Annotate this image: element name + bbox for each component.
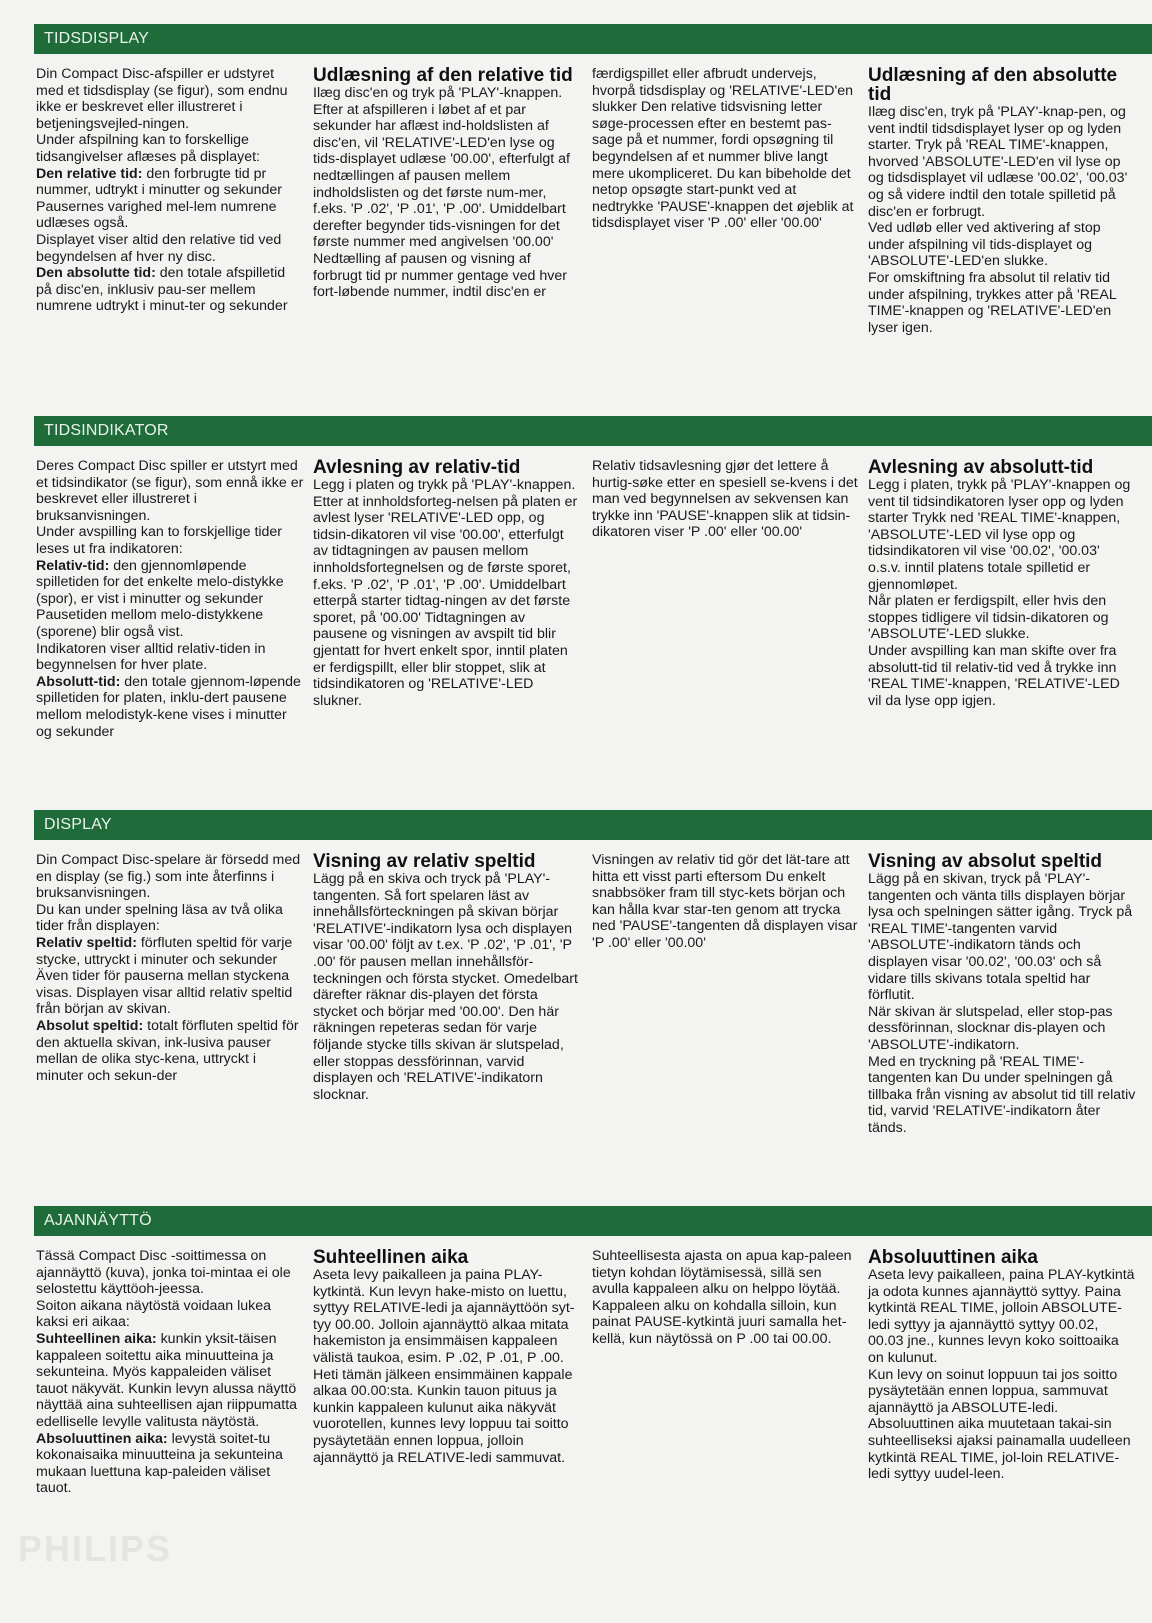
absolute-time-column	[868, 458, 1136, 709]
paragraph: Suhteellinen aika: kunkin yksit-täisen kappaleen soitettu aika minuutteina ja sekunteina. Myös kappaleiden väliset tauot näkyvät. Kunkin levyn alussa näyttö näyttää aina suhteellisen ajan riippumatta edelliselle levylle valitusta näytöstä.	[36, 1330, 298, 1430]
absolute-time-column	[868, 1248, 1136, 1483]
paragraph: Aseta levy paikalleen ja paina PLAY-kytkintä. Kun levyn hake-misto on luettu, syttyy RELATIVE-ledi ja ajannäyttöön syt-tyy 00.00. Jolloin ajannäyttö alkaa mitata hakemiston ja ensimmäisen kappaleen välistä taukoa, esim. P .02, P .01, P .00. Heti tämän jälkeen ensimmäinen kappale alkaa 00.00:sta. Kunkin tauon pituus ja kunkin kappaleen kulunut aika näkyvät vuorotellen, kunnes levy loppuu tai soitto pysäytetään ennen loppua, jolloin ajannäyttö ja RELATIVE-ledi sammuvat.	[313, 1267, 575, 1466]
paragraph: Når platen er ferdigspilt, eller hvis den stoppes tidligere vil tidsin-dikatoren og 'ABSOLUTE'-LED slukke.	[868, 593, 1109, 643]
relative-time-column	[313, 66, 581, 301]
absolute-time-column	[868, 852, 1136, 1137]
paragraph: Relativ speltid: förfluten speltid för varje stycke, uttryckt i minuter och sekunder Även tider för pauserna mellan styckena visas. Displayen visar alltid relativ speltid från början av skivan.	[36, 934, 293, 1018]
continuation-column	[592, 458, 860, 541]
term-label: Absolut speltid:	[36, 1017, 144, 1034]
term-label: Den absolutte tid:	[36, 265, 156, 282]
column-heading: Udlæsning af den absolutte tid	[868, 65, 1118, 105]
paragraph: Din Compact Disc-afspiller er udstyret med et tidsdisplay (se figur), som endnu ikke er beskrevet eller illustreret i betjeningsvejled-ningen.	[36, 66, 288, 132]
brand-watermark: PHILIPS	[18, 1528, 173, 1569]
column-heading: Visning av absolut speltid	[868, 851, 1103, 872]
paragraph: Absoluuttinen aika: levystä soitet-tu kokonaisaika minuutteina ja sekunteina mukaan luettuna kap-paleiden väliset tauot.	[36, 1430, 283, 1497]
paragraph: Under afspilning kan to forskellige tidsangivelser aflæses på displayet:	[36, 132, 260, 165]
paragraph: Deres Compact Disc spiller er utstyrt med et tidsindikator (se figur), som ennå ikke er beskrevet eller illustreret i bruksanvisningen.	[36, 458, 304, 524]
paragraph: Soiton aikana näytöstä voidaan lukea kaksi eri aikaa:	[36, 1297, 272, 1331]
paragraph: Lägg på en skiva och tryck på 'PLAY'-tangenten. Så fort spelaren läst av innehållsförteckningen på skivan börjar 'RELATIVE'-indikatorn lysa och displayen visar '00.00' följt av t.ex. 'P .02', 'P .01', 'P .00' för pausen mellan innehållsför-teckningen och första stycket. Omedelbart därefter räknar dis-playen det första stycket och börjar med '00.00'. Den här räkningen repeteras sedan för varje följande stycke tills skivan är slutspelad, eller stoppas dessförinnan, varvid displayen och 'RELATIVE'-indikatorn slocknar.	[313, 871, 578, 1103]
paragraph: Legg i platen og trykk på 'PLAY'-knappen. Etter at innholdsforteg-nelsen på platen er avlest lyser 'RELATIVE'-LED opp, og tidsin-dikatoren vil vise '00.00', etterfulgt av tidtagningen av pausen mellom innholdsfortegnelsen og de første sporet, f.eks. 'P .02', 'P .01', 'P .00'. Umiddelbart etterpå starter tidtag-ningen av det første sporet, på '00.00' Tidtagningen av pausene og visningen av avspilt tid blir gjentatt for hvert enkelt spor, inntil platen er ferdigspillt, eller blir stoppet, slik at tidsindikatoren og 'RELATIVE'-LED slukner.	[313, 477, 578, 709]
paragraph: Suhteellisesta ajasta on apua kap-paleen tietyn kohdan löytämisessä, sillä sen avulla kappaleen alku on helppo löytää. Kappaleen alku on kohdalla silloin, kun painat PAUSE-kytkintä juuri samalla het-kellä, kun näytössä on P .00 tai 00.00.	[592, 1248, 852, 1347]
column-heading: Avlesning av relativ-tid	[313, 457, 521, 478]
section-title: DISPLAY	[44, 816, 112, 833]
paragraph: Den relative tid: den forbrugte tid pr nummer, udtrykt i minutter og sekunder Pausernes varighed mel-lem numrene udlæses også.	[36, 165, 283, 232]
paragraph: Under avspilling kan man skifte over fra absolutt-tid til relativ-tid ved å trykke inn 'REAL TIME'-knappen, 'RELATIVE'-LED vil da lyse opp igjen.	[868, 642, 1120, 709]
relative-time-column	[313, 458, 581, 709]
paragraph: Absolut speltid: totalt förfluten speltid för den aktuella skivan, ink-lusiva pauser mellan de olika styc-kena, uttryckt i minuter och sekun-der	[36, 1017, 299, 1084]
paragraph: færdigspillet eller afbrudt undervejs, hvorpå tidsdisplay og 'RELATIVE'-LED'en slukker Den relative tidsvisning letter søge-processen efter en bestemt pas-sage på et nummer, fordi opsøgning til begyndelsen af et nummer blive langt mere ukompliceret. Du kan bibeholde det netop opsøgte start-punkt ved at nedtrykke 'PAUSE'-knappen det øjeblik at tidsdisplayet viser 'P .00' eller '00.00'	[592, 66, 854, 232]
paragraph: Absoluuttinen aika muutetaan takai-sin suhteelliseksi ajaksi painamalla uudelleen kytkintä REAL TIME, jol-loin RELATIVE-ledi syttyy uudel-leen.	[868, 1416, 1131, 1483]
paragraph: Med en tryckning på 'REAL TIME'-tangenten kan Du under spelningen gå tillbaka från visning av absolut tid till relativ tid, varvid 'RELATIVE'-indikatorn åter tänds.	[868, 1053, 1136, 1136]
paragraph: Relativ tidsavlesning gjør det lettere å hurtig-søke etter en spesiell se-kvens i det man ved begynnelsen av sekvensen kan trykke inn 'PAUSE'-knappen slik at tidsin-dikatoren viser 'P .00' eller '00.00'	[592, 458, 858, 541]
column-heading: Visning av relativ speltid	[313, 851, 536, 872]
section-title: TIDSINDIKATOR	[44, 422, 169, 439]
column-heading: Suhteellinen aika	[313, 1247, 469, 1268]
paragraph: Relativ-tid: den gjennomløpende spilletiden for det enkelte melo-distykke (spor), er vist i minutter og sekunder Pausetiden mellom melo-distykkene (sporene) blir også vist.	[36, 557, 284, 640]
paragraph: Displayet viser altid den relative tid ved begyndelsen af hver ny disc.	[36, 231, 282, 265]
relative-time-column	[313, 852, 581, 1103]
intro-column	[36, 1248, 304, 1497]
paragraph: Visningen av relativ tid gör det lät-tare att hitta ett visst parti eftersom Du enkelt snabbsöker fram till styc-kets början och kan hålla kvar star-ten genom att trycka ned 'PAUSE'-tangenten då displayen visar 'P .00' eller '00.00'	[592, 852, 858, 951]
paragraph: Ilæg disc'en og tryk på 'PLAY'-knappen. Efter at afspilleren i løbet af et par sekunder har aflæst ind-holdslisten af disc'en, vil 'RELATIVE'-LED'en lyse og tids-displayet udlæse '00.00', efterfulgt af nedtællingen af pausen mellem indholdslisten og det første num-mer, f.eks. 'P .02', 'P .01', 'P .00'. Umiddelbart derefter begynder tids-visningen for det første nummer med angivelsen '00.00' Nedtælling af pausen og visning af forbrugt tid pr nummer gentage ved hver fort-løbende nummer, indtil disc'en er	[313, 85, 570, 301]
column-heading: Udlæsning af den relative tid	[313, 65, 573, 86]
paragraph: Tässä Compact Disc -soittimessa on ajannäyttö (kuva), jonka toi-mintaa ei ole selostettu käyttöoh-jeessa.	[36, 1248, 291, 1298]
paragraph: Lägg på en skivan, tryck på 'PLAY'-tangenten och vänta tills displayen börjar lysa och spelningen sätter igång. Tryck på 'REAL TIME'-tangenten varvid 'ABSOLUTE'-indikatorn tänds och displayen visar '00.02', '00.03' och så vidare tills skivans totala speltid har förflutit.	[868, 871, 1133, 1004]
term-label: Relativ-tid:	[36, 557, 110, 574]
continuation-column	[592, 66, 860, 232]
paragraph: Legg i platen, trykk på 'PLAY'-knappen og vent til tidsindikatoren lyser opp og lyden starter Trykk ned 'REAL TIME'-knappen, 'ABSOLUTE'-LED vil lyse opp og tidsindikatoren vil vise '00.02', '00.03' o.s.v. inntil platens totale spilletid er gjennomløpet.	[868, 477, 1131, 593]
term-label: Relativ speltid:	[36, 934, 137, 951]
term-label: Den relative tid:	[36, 165, 143, 182]
paragraph: Du kan under spelning läsa av två olika tider från displayen:	[36, 901, 283, 935]
paragraph: Indikatoren viser alltid relativ-tiden in begynnelsen for hver plate.	[36, 640, 266, 674]
continuation-column	[592, 1248, 860, 1348]
term-label: Absolutt-tid:	[36, 673, 121, 690]
paragraph: När skivan är slutspelad, eller stop-pas dessförinnan, slocknar dis-playen och 'ABSOLUTE'-indikatorn.	[868, 1003, 1113, 1053]
paragraph: Den absolutte tid: den totale afspilletid på disc'en, inklusiv pau-ser mellem numrene udtrykt i minut-ter og sekunder	[36, 265, 288, 315]
column-heading: Absoluuttinen aika	[868, 1247, 1038, 1268]
column-heading: Avlesning av absolutt-tid	[868, 457, 1094, 478]
intro-column	[36, 458, 304, 740]
intro-column	[36, 852, 304, 1084]
continuation-column	[592, 852, 860, 952]
paragraph: For omskiftning fra absolut til relativ tid under afspilning, trykkes atter på 'REAL TIME'-knappen og 'RELATIVE'-LED'en lyser igen.	[868, 269, 1117, 336]
relative-time-column	[313, 1248, 581, 1466]
section-header-bar	[34, 416, 1152, 446]
paragraph: Absolutt-tid: den totale gjennom-løpende spilletiden for platen, inklu-dert pausene mellom melodistyk-kene vises i minutter og sekunder	[36, 673, 301, 740]
absolute-time-column	[868, 66, 1136, 336]
paragraph: Ilæg disc'en, tryk på 'PLAY'-knap-pen, og vent indtil tidsdisplayet lyser op og lyden starter. Tryk på 'REAL TIME'-knappen, hvorved 'ABSOLUTE'-LED'en vil lyse op og tidsdisplayet vil udlæse '00.02', '00.03' og så videre indtil den totale spilletid på disc'en er forbrugt.	[868, 104, 1128, 220]
paragraph: Din Compact Disc-spelare är försedd med en display (se fig.) som inte återfinns i bruksanvisningen.	[36, 852, 301, 902]
term-label: Suhteellinen aika:	[36, 1330, 157, 1347]
section-header-bar	[34, 810, 1152, 840]
paragraph: Ved udløb eller ved aktivering af stop under afspilning vil tids-displayet og 'ABSOLUTE'-LED'en slukke.	[868, 220, 1101, 270]
paragraph: Under avspilling kan to forskjellige tider leses ut fra indikatoren:	[36, 524, 283, 557]
term-label: Absoluuttinen aika:	[36, 1430, 168, 1447]
section-header-bar	[34, 1206, 1152, 1236]
section-title: AJANNÄYTTÖ	[44, 1212, 152, 1229]
section-title: TIDSDISPLAY	[44, 30, 150, 47]
section-header-bar	[34, 24, 1152, 54]
intro-column	[36, 66, 304, 315]
paragraph: Aseta levy paikalleen, paina PLAY-kytkintä ja odota kunnes ajannäyttö syttyy. Paina kytkintä REAL TIME, jolloin ABSOLUTE-ledi syttyy ja ajannäyttö syttyy 00.02, 00.03 jne., kunnes levyn koko soittoaika on kulunut.	[868, 1267, 1135, 1366]
paragraph: Kun levy on soinut loppuun tai jos soitto pysäytetään ennen loppua, sammuvat ajannäyttö ja ABSOLUTE-ledi.	[868, 1366, 1118, 1416]
